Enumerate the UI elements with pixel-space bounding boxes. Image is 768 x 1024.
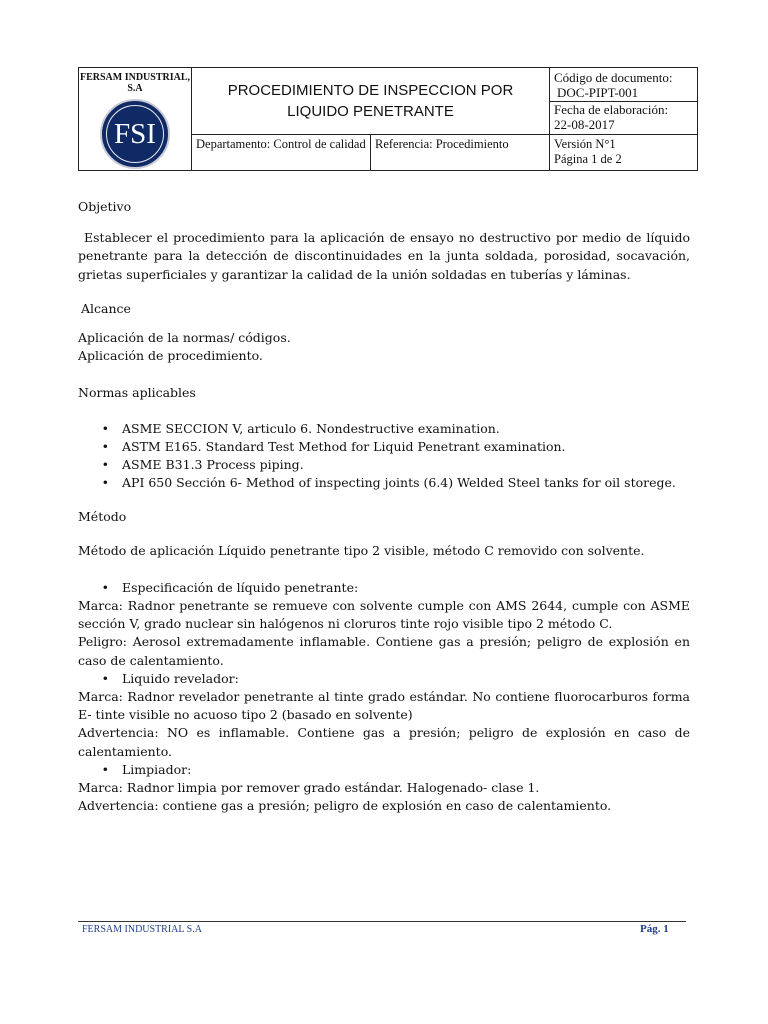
spec-peligro: Peligro: Aerosol extremadamente inflamable. Contiene gas a presión; peligro de explosión en caso de calentamiento. bbox=[78, 634, 690, 668]
title-line-2: LIQUIDO PENETRANTE bbox=[287, 103, 454, 120]
norm-text: ASTM E165. Standard Test Method for Liquid Penetrant examination. bbox=[122, 438, 566, 454]
limpiador-advertencia: Advertencia: contiene gas a presión; peligro de explosión en caso de calentamiento. bbox=[78, 798, 612, 814]
bullet-icon: • bbox=[101, 457, 109, 473]
limpiador-bullet-text: Limpiador: bbox=[122, 761, 192, 777]
method-heading: Método bbox=[78, 509, 127, 525]
scope-item: Aplicación de la normas/ códigos. bbox=[78, 330, 291, 346]
date-value: 22-08-2017 bbox=[554, 117, 615, 132]
method-text: Método de aplicación Líquido penetrante tipo 2 visible, método C removido con solvente. bbox=[78, 542, 645, 558]
norm-item bbox=[78, 456, 690, 474]
reference: Referencia: Procedimiento bbox=[371, 135, 550, 171]
footer-company: FERSAM INDUSTRIAL S.A bbox=[82, 924, 202, 935]
footer-divider bbox=[78, 921, 686, 922]
norms-heading: Normas aplicables bbox=[78, 385, 196, 401]
document-header-table bbox=[78, 67, 698, 171]
version: Versión N°1 bbox=[554, 137, 616, 151]
norm-text: ASME B31.3 Process piping. bbox=[122, 457, 304, 473]
doc-meta-cell bbox=[550, 68, 698, 135]
objective-text: Establecer el procedimiento para la aplicación de ensayo no destructivo por medio de líquido penetrante para la detección de discontinuidades en la junta soldada, porosidad, socavación, grietas superficiales y garantizar la calidad de la unión soldadas en tuberías y láminas. bbox=[78, 230, 690, 282]
norm-item bbox=[78, 438, 690, 456]
company-name: FERSAM INDUSTRIAL, S.A bbox=[79, 72, 190, 94]
limpiador-marca: Marca: Radnor limpia por remover grado estándar. Halogenado- clase 1. bbox=[78, 780, 540, 796]
document-title bbox=[192, 68, 550, 135]
version-page-cell bbox=[550, 135, 698, 171]
bullet-icon: • bbox=[101, 579, 109, 595]
doc-code: DOC-PIPT-001 bbox=[557, 85, 639, 100]
norm-item bbox=[78, 420, 690, 438]
bullet-icon: • bbox=[101, 475, 109, 491]
fsi-logo-text: FSI bbox=[106, 105, 164, 163]
scope-heading: Alcance bbox=[81, 300, 131, 316]
date-label: Fecha de elaboración: bbox=[550, 101, 697, 117]
limpiador-bullet bbox=[78, 761, 690, 779]
title-line-1: PROCEDIMIENTO DE INSPECCION POR bbox=[227, 82, 514, 99]
logo-cell bbox=[79, 68, 192, 171]
revelador-advertencia: Advertencia: NO es inflamable. Contiene gas a presión; peligro de explosión en caso de calentamiento. bbox=[78, 725, 690, 759]
page-number: Página 1 de 2 bbox=[554, 152, 622, 166]
footer-page-number: Pág. 1 bbox=[640, 923, 669, 935]
revelador-marca: Marca: Radnor revelador penetrante al tinte grado estándar. No contiene fluorocarburos forma E- tinte visible no acuoso tipo 2 (basado en solvente) bbox=[78, 689, 690, 723]
revelador-bullet bbox=[78, 670, 690, 688]
revelador-bullet-text: Liquido revelador: bbox=[122, 670, 239, 686]
department: Departamento: Control de calidad bbox=[192, 135, 371, 171]
scope-item: Aplicación de procedimiento. bbox=[78, 348, 263, 364]
bullet-icon: • bbox=[101, 420, 109, 436]
spec-bullet bbox=[78, 579, 690, 597]
bullet-icon: • bbox=[101, 438, 109, 454]
norm-item bbox=[78, 474, 690, 492]
norm-text: API 650 Sección 6- Method of inspecting joints (6.4) Welded Steel tanks for oil storege. bbox=[122, 475, 676, 491]
bullet-icon: • bbox=[101, 670, 109, 686]
fsi-logo bbox=[100, 99, 170, 169]
objective-heading: Objetivo bbox=[78, 199, 132, 214]
norm-text: ASME SECCION V, articulo 6. Nondestructive examination. bbox=[122, 420, 500, 436]
document-body bbox=[78, 198, 690, 815]
spec-bullet-text: Especificación de líquido penetrante: bbox=[122, 579, 359, 595]
bullet-icon: • bbox=[101, 761, 109, 777]
spec-marca: Marca: Radnor penetrante se remueve con solvente cumple con AMS 2644, cumple con ASME sección V, grado nuclear sin halógenos ni cloruros tinte rojo visible tipo 2 método C. bbox=[78, 598, 690, 632]
doc-code-label: Código de documento: bbox=[554, 70, 673, 85]
